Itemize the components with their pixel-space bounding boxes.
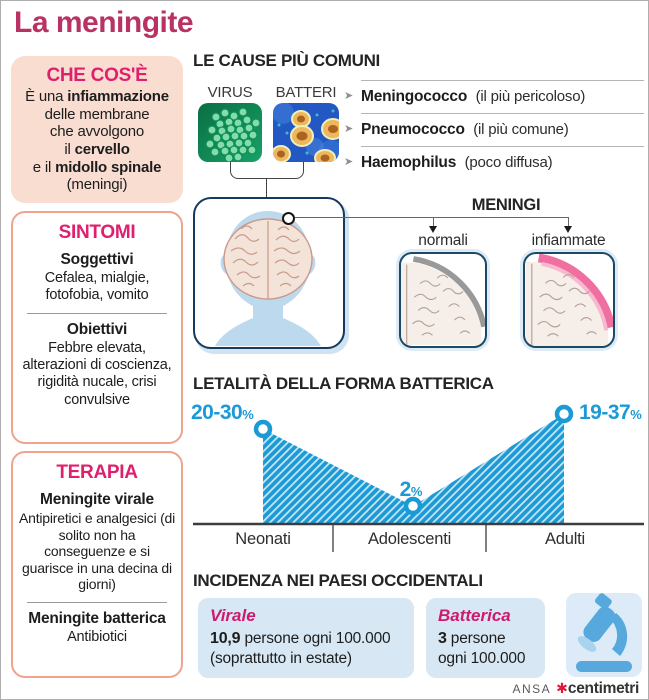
meningi-inflamed-image bbox=[523, 252, 615, 348]
list-item bbox=[344, 146, 644, 179]
bacteria-illustration bbox=[273, 103, 339, 162]
incidence-bacterial-card bbox=[426, 598, 545, 678]
x-tick-label-adolescenti: Adolescenti bbox=[367, 530, 452, 548]
cause-note: (poco diffusa) bbox=[464, 154, 553, 171]
virus-illustration bbox=[198, 103, 262, 162]
causes-list bbox=[344, 80, 644, 179]
text-fragment: (meningi) bbox=[66, 176, 128, 194]
data-value: 2 bbox=[399, 478, 411, 501]
cause-name: Haemophilus bbox=[361, 154, 457, 171]
virus-label: VIRUS bbox=[207, 84, 253, 101]
incidence-viral-note: (soprattutto in estate) bbox=[210, 650, 352, 667]
credits bbox=[512, 680, 639, 698]
incidence-bacterial-value-line bbox=[438, 629, 533, 649]
data-label-adolescenti bbox=[389, 478, 433, 502]
incidence-bacterial-value: 3 bbox=[438, 630, 447, 647]
data-point-adulti bbox=[557, 407, 571, 421]
text-fragment-bold: midollo spinale bbox=[55, 158, 162, 176]
brand-mark-icon: ✱ bbox=[556, 680, 568, 696]
connector-bracket bbox=[230, 162, 304, 179]
data-label-neonati bbox=[191, 401, 254, 425]
symptoms-objective-text: Febbre elevata, alterazioni di coscienza, rigidità nucale, crisi convulsive bbox=[22, 340, 172, 408]
text-fragment-bold: cervello bbox=[74, 141, 130, 159]
connector-stem bbox=[266, 179, 267, 197]
what-is-heading: CHE COS'È bbox=[46, 65, 148, 86]
x-tick-label-neonati: Neonati bbox=[235, 530, 291, 548]
bacteria-micrograph-image bbox=[273, 103, 339, 162]
text-fragment: È una bbox=[25, 88, 68, 105]
head-silhouette-icon bbox=[195, 199, 342, 346]
cause-note: (il più pericoloso) bbox=[475, 88, 586, 105]
callout-stub bbox=[433, 218, 434, 226]
callout-stub bbox=[568, 218, 569, 226]
text-fragment: che avvolgono bbox=[49, 123, 145, 141]
causes-heading: LE CAUSE PIÙ COMUNI bbox=[193, 51, 380, 70]
incidence-viral-value-line bbox=[210, 629, 402, 649]
incidence-bacterial-text2: ogni 100.000 bbox=[438, 650, 526, 667]
therapy-bacterial-text: Antibiotici bbox=[67, 628, 127, 645]
data-label-adulti bbox=[579, 401, 642, 425]
therapy-heading: TERAPIA bbox=[56, 462, 138, 483]
incidence-bacterial-text: persone bbox=[446, 630, 506, 647]
meningi-inflamed-label: infiammate bbox=[531, 232, 606, 249]
what-is-box bbox=[11, 56, 183, 203]
data-value: 20-30 bbox=[191, 401, 243, 424]
text-fragment-bold: infiammazione bbox=[67, 88, 169, 105]
arrow-icon: ➤ bbox=[344, 156, 354, 168]
meninges-inflamed-illustration bbox=[525, 254, 613, 346]
data-value: 19-37 bbox=[579, 401, 631, 424]
symptoms-box bbox=[11, 211, 183, 444]
microscope-icon bbox=[566, 593, 642, 677]
therapy-box bbox=[11, 451, 183, 678]
data-point-neonati bbox=[256, 422, 270, 436]
symptoms-subjective-text: Cefalea, mialgie, fotofobia, vomito bbox=[44, 270, 150, 304]
therapy-viral-text: Antipiretici e analgesici (di solito non ha conseguenze e si guarisce in una decina di giorni) bbox=[18, 510, 176, 593]
what-is-text bbox=[11, 87, 183, 194]
incidence-viral-value: 10,9 bbox=[210, 630, 241, 647]
text-fragment: delle membrane bbox=[44, 105, 150, 123]
brand-label: centimetri bbox=[567, 680, 639, 697]
incidence-bacterial-title: Batterica bbox=[438, 606, 511, 625]
batteri-label: BATTERI bbox=[275, 84, 337, 101]
cause-note: (il più comune) bbox=[473, 121, 569, 138]
agency-label: ANSA bbox=[512, 682, 552, 696]
incidence-viral-text: persone ogni 100.000 bbox=[240, 630, 391, 647]
incidence-heading: INCIDENZA NEI PAESI OCCIDENTALI bbox=[193, 571, 483, 590]
therapy-viral-title: Meningite virale bbox=[40, 491, 154, 508]
arrow-icon: ➤ bbox=[344, 123, 354, 135]
callout-line bbox=[295, 217, 569, 218]
text-fragment: il bbox=[64, 141, 75, 159]
divider bbox=[27, 313, 167, 314]
meninges-normal-illustration bbox=[401, 254, 485, 346]
meningi-heading: MENINGI bbox=[471, 196, 541, 214]
percent-sign: % bbox=[410, 484, 423, 499]
list-item bbox=[344, 80, 644, 113]
symptoms-subjective-title: Soggettivi bbox=[60, 251, 134, 268]
symptoms-objective-title: Obiettivi bbox=[66, 321, 128, 339]
callout-marker-dot bbox=[282, 212, 295, 225]
page-title: La meningite bbox=[14, 6, 194, 39]
arrow-icon: ➤ bbox=[344, 90, 354, 102]
percent-sign: % bbox=[630, 407, 642, 422]
incidence-viral-card bbox=[198, 598, 414, 678]
text-fragment: e il bbox=[32, 158, 56, 176]
chart-title: LETALITÀ DELLA FORMA BATTERICA bbox=[193, 374, 494, 393]
x-tick-label-adulti: Adulti bbox=[544, 530, 586, 548]
meningi-normal-image bbox=[399, 252, 487, 348]
cause-name: Meningococco bbox=[361, 88, 468, 105]
percent-sign: % bbox=[242, 407, 254, 422]
brain-head-illustration bbox=[193, 197, 345, 349]
microscope-card bbox=[566, 593, 642, 677]
divider bbox=[27, 602, 167, 603]
meningi-normal-label: normali bbox=[418, 232, 468, 249]
list-item bbox=[344, 113, 644, 146]
cause-name: Pneumococco bbox=[361, 121, 465, 138]
incidence-viral-title: Virale bbox=[210, 606, 256, 625]
therapy-bacterial-title: Meningite batterica bbox=[28, 609, 166, 627]
virus-micrograph-image bbox=[198, 103, 262, 162]
symptoms-heading: SINTOMI bbox=[58, 222, 136, 243]
